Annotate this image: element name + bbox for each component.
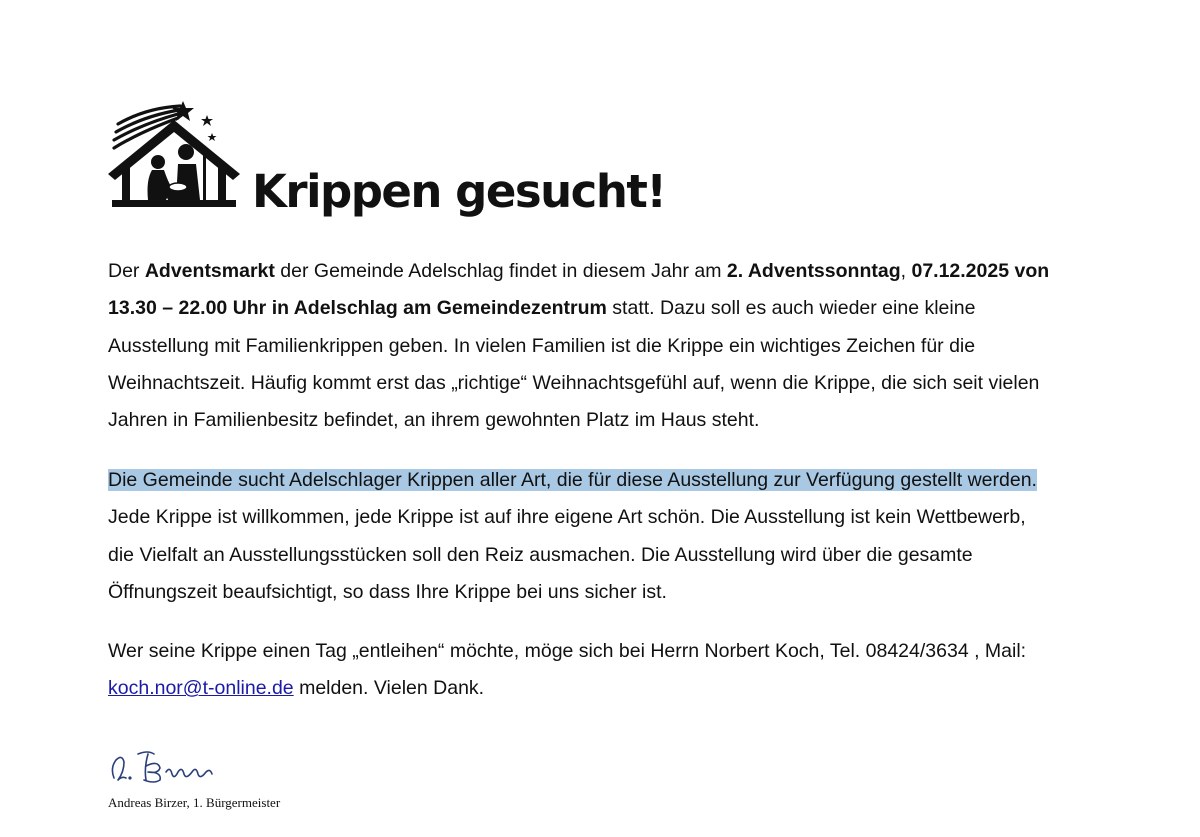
paragraph-line: Weihnachtszeit. Häufig kommt erst das „richtige“ Weihnachtsgefühl auf, wenn die Krippe, die sich seit vielen <box>108 371 1040 394</box>
bold-text-run: 07.12.2025 von <box>911 260 1050 282</box>
text-run: melden. Vielen Dank. <box>293 677 485 700</box>
paragraph-request <box>108 462 1168 611</box>
signature-image <box>108 748 228 788</box>
text-run: der Gemeinde Adelschlag findet in diesem Jahr am <box>274 260 727 282</box>
bold-text-run: 13.30 – 22.00 Uhr in Adelschlag am Gemeindezentrum <box>108 297 607 320</box>
paragraph-intro <box>108 253 1168 439</box>
nativity-stable-icon <box>108 98 240 208</box>
text-run: , <box>900 260 912 282</box>
paragraph-line: Öffnungszeit beaufsichtigt, so dass Ihre Krippe bei uns sicher ist. <box>108 580 667 603</box>
paragraph-line: Ausstellung mit Familienkrippen geben. In vielen Familien ist die Krippe ein wichtiges Zeichen für die <box>108 334 976 357</box>
text-run: Der <box>108 260 145 282</box>
paragraph-line: Jede Krippe ist willkommen, jede Krippe ist auf ihre eigene Art schön. Die Ausstellung ist kein Wettbewerb, <box>108 506 1026 529</box>
signature-caption: Andreas Birzer, 1. Bürgermeister <box>108 795 281 810</box>
paragraph-line: die Vielfalt an Ausstellungsstücken soll den Reiz ausmachen. Die Ausstellung wird über die gesamte <box>108 543 973 566</box>
paragraph-contact <box>108 633 1168 708</box>
bold-text-run: Adventsmarkt <box>144 260 275 282</box>
paragraph-line <box>108 253 1168 290</box>
paragraph-line: Wer seine Krippe einen Tag „entleihen“ möchte, möge sich bei Herrn Norbert Koch, Tel. 08424/3634 , Mail: <box>108 640 1027 662</box>
paragraph-line <box>108 290 1168 327</box>
bold-text-run: 2. Adventssonntag <box>726 260 901 282</box>
email-link[interactable]: koch.nor@t-online.de <box>108 677 294 700</box>
paragraph-line <box>108 462 1168 499</box>
highlighted-text: Die Gemeinde sucht Adelschlager Krippen aller Art, die für diese Ausstellung zur Verfügung gestellt werden. <box>108 469 1037 491</box>
paragraph-line: Jahren in Familienbesitz befindet, an ihrem gewohnten Platz im Haus steht. <box>108 409 760 432</box>
text-run: statt. Dazu soll es auch wieder eine kleine <box>606 297 976 320</box>
page-title: Krippen gesucht! <box>252 165 666 218</box>
paragraph-line <box>108 670 1168 707</box>
